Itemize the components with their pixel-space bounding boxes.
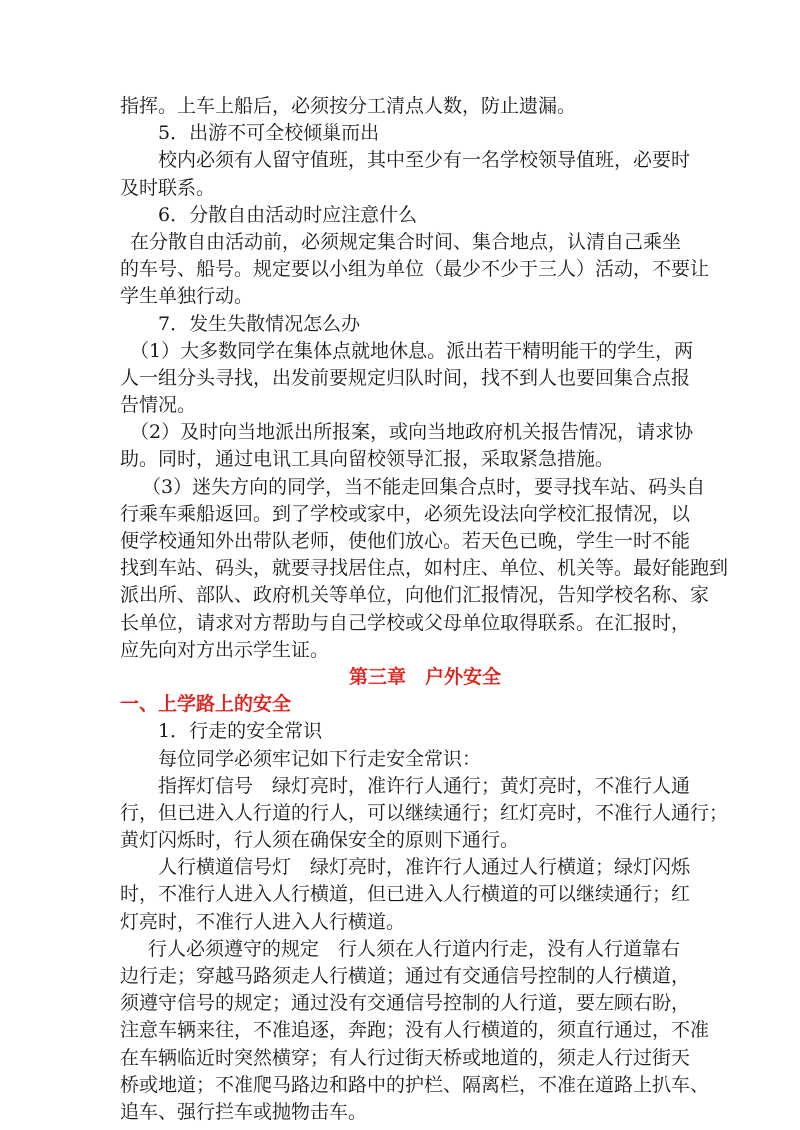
text-line: 指挥。上车上船后，必须按分工清点人数，防止遗漏。 (120, 95, 577, 117)
text-line: 每位同学必须牢记如下行走安全常识： (158, 747, 482, 770)
text-line: 灯亮时，不准行人进入人行横道。 (120, 910, 406, 933)
text-line: 人行横道信号灯 绿灯亮时，准许行人通过人行横道；绿灯闪烁 (158, 856, 691, 879)
text-line: 时，不准行人进入人行横道，但已进入人行横道的可以继续通行；红 (120, 883, 691, 906)
text-line: 行人必须遵守的规定 行人须在人行道内行走，没有人行道靠右 (148, 937, 681, 960)
text-line: 行，但已进入人行道的行人，可以继续通行；红灯亮时，不准行人通行； (120, 801, 729, 824)
section-title: 一、上学路上的安全 (120, 693, 292, 716)
text-line: 黄灯闪烁时，行人须在确保安全的原则下通行。 (120, 829, 520, 852)
text-line: 学生单独行动。 (120, 285, 254, 308)
text-line: 的车号、船号。规定要以小组为单位（最少不少于三人）活动，不要让 (120, 258, 710, 281)
text-line: 派出所、部队、政府机关等单位，向他们汇报情况，告知学校名称、家 (120, 584, 710, 607)
text-line: 校内必须有人留守值班，其中至少有一名学校领导值班，必要时 (158, 149, 691, 172)
text-line: 应先向对方出示学生证。 (120, 638, 330, 661)
text-line: 人一组分头寻找，出发前要规定归队时间，找不到人也要回集合点报 (120, 366, 691, 389)
subheading: 1．行走的安全常识 (158, 720, 323, 743)
text-line: 行乘车乘船返回。到了学校或家中，必须先设法向学校汇报情况，以 (120, 502, 691, 525)
text-line: 指挥灯信号 绿灯亮时，准许行人通行；黄灯亮时，不准行人通 (158, 774, 691, 797)
text-line: 告情况。 (120, 394, 197, 417)
text-line: （1）大多数同学在集体点就地休息。派出若干精明能干的学生，两 (130, 339, 694, 362)
document-page (120, 93, 729, 1126)
text-line: 长单位，请求对方帮助与自己学校或父母单位取得联系。在汇报时， (120, 611, 691, 634)
subheading: 6．分散自由活动时应注意什么 (158, 203, 418, 226)
text-line: 找到车站、码头，就要寻找居住点，如村庄、单位、机关等。最好能跑到 (120, 557, 729, 580)
text-line: 在分散自由活动前，必须规定集合时间、集合地点，认清自己乘坐 (130, 230, 682, 253)
text-line: 桥或地道；不准爬马路边和路中的护栏、隔离栏，不准在道路上扒车、 (120, 1073, 710, 1096)
subheading: 5．出游不可全校倾巢而出 (158, 122, 380, 145)
text-line: 须遵守信号的规定；通过没有交通信号控制的人行道，要左顾右盼， (120, 992, 691, 1015)
text-line: 边行走；穿越马路须走人行横道；通过有交通信号控制的人行横道， (120, 965, 691, 987)
text-line: 及时联系。 (120, 176, 216, 199)
text-line: （3）迷失方向的同学，当不能走回集合点时，要寻找车站、码头自 (142, 475, 706, 498)
text-line: 助。同时，通过电讯工具向留校领导汇报，采取紧急措施。 (120, 448, 615, 471)
subheading: 7．发生失散情况怎么办 (158, 312, 361, 335)
chapter-title: 第三章 户外安全 (348, 665, 501, 688)
text-line: 在车辆临近时突然横穿；有人行过街天桥或地道的，须走人行过街天 (120, 1046, 691, 1069)
text-line: 便学校通知外出带队老师，使他们放心。若天色已晚，学生一时不能 (120, 530, 691, 552)
text-line: 注意车辆来往，不准追逐，奔跑；没有人行横道的，须直行通过，不准 (120, 1019, 710, 1042)
text-line: 追车、强行拦车或抛物击车。 (120, 1100, 368, 1123)
text-line: （2）及时向当地派出所报案，或向当地政府机关报告情况，请求协 (130, 421, 694, 444)
